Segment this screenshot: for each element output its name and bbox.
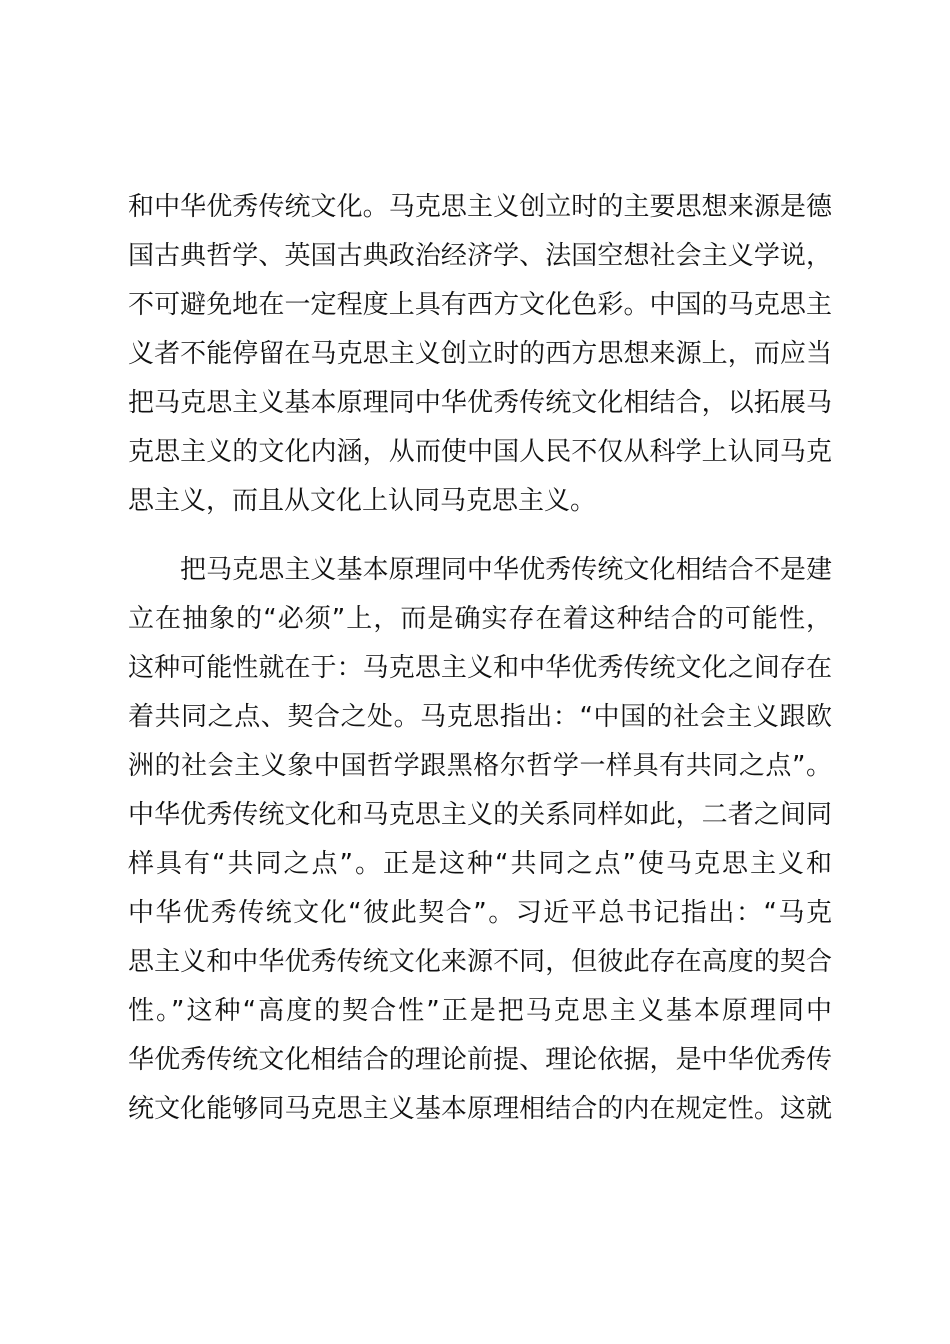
text-line: 性。”这种“高度的契合性”正是把马克思主义基本原理同中 [128,996,832,1026]
text-line: 国古典哲学、英国古典政治经济学、法国空想社会主义学说， [128,241,832,271]
text-line: 不可避免地在一定程度上具有西方文化色彩。中国的马克思主 [128,290,832,320]
text-line: 思主义和中华优秀传统文化来源不同，但彼此存在高度的契合 [128,947,832,977]
paragraph-2 [128,546,832,1134]
text-line: 把马克思主义基本原理同中华优秀传统文化相结合，以拓展马 [128,388,832,418]
text-line: 立在抽象的“必须”上，而是确实存在着这种结合的可能性， [128,604,832,634]
text-line: 中华优秀传统文化“彼此契合”。习近平总书记指出：“马克 [128,898,832,928]
text-line: 华优秀传统文化相结合的理论前提、理论依据，是中华优秀传 [128,1045,832,1075]
text-line: 和中华优秀传统文化。马克思主义创立时的主要思想来源是德 [128,192,832,222]
text-line: 统文化能够同马克思主义基本原理相结合的内在规定性。这就 [128,1094,832,1124]
text-line: 着共同之点、契合之处。马克思指出：“中国的社会主义跟欧 [128,702,832,732]
text-line: 克思主义的文化内涵，从而使中国人民不仅从科学上认同马克 [128,437,832,467]
text-line: 义者不能停留在马克思主义创立时的西方思想来源上，而应当 [128,339,832,369]
text-line: 思主义，而且从文化上认同马克思主义。 [128,486,597,516]
text-line: 这种可能性就在于：马克思主义和中华优秀传统文化之间存在 [128,653,832,683]
text-line: 洲的社会主义象中国哲学跟黑格尔哲学一样具有共同之点”。 [128,751,832,781]
paragraph-1 [128,183,832,526]
text-line: 样具有“共同之点”。正是这种“共同之点”使马克思主义和 [128,849,832,879]
text-line: 中华优秀传统文化和马克思主义的关系同样如此，二者之间同 [128,800,832,830]
text-line: 把马克思主义基本原理同中华优秀传统文化相结合不是建 [180,555,832,585]
